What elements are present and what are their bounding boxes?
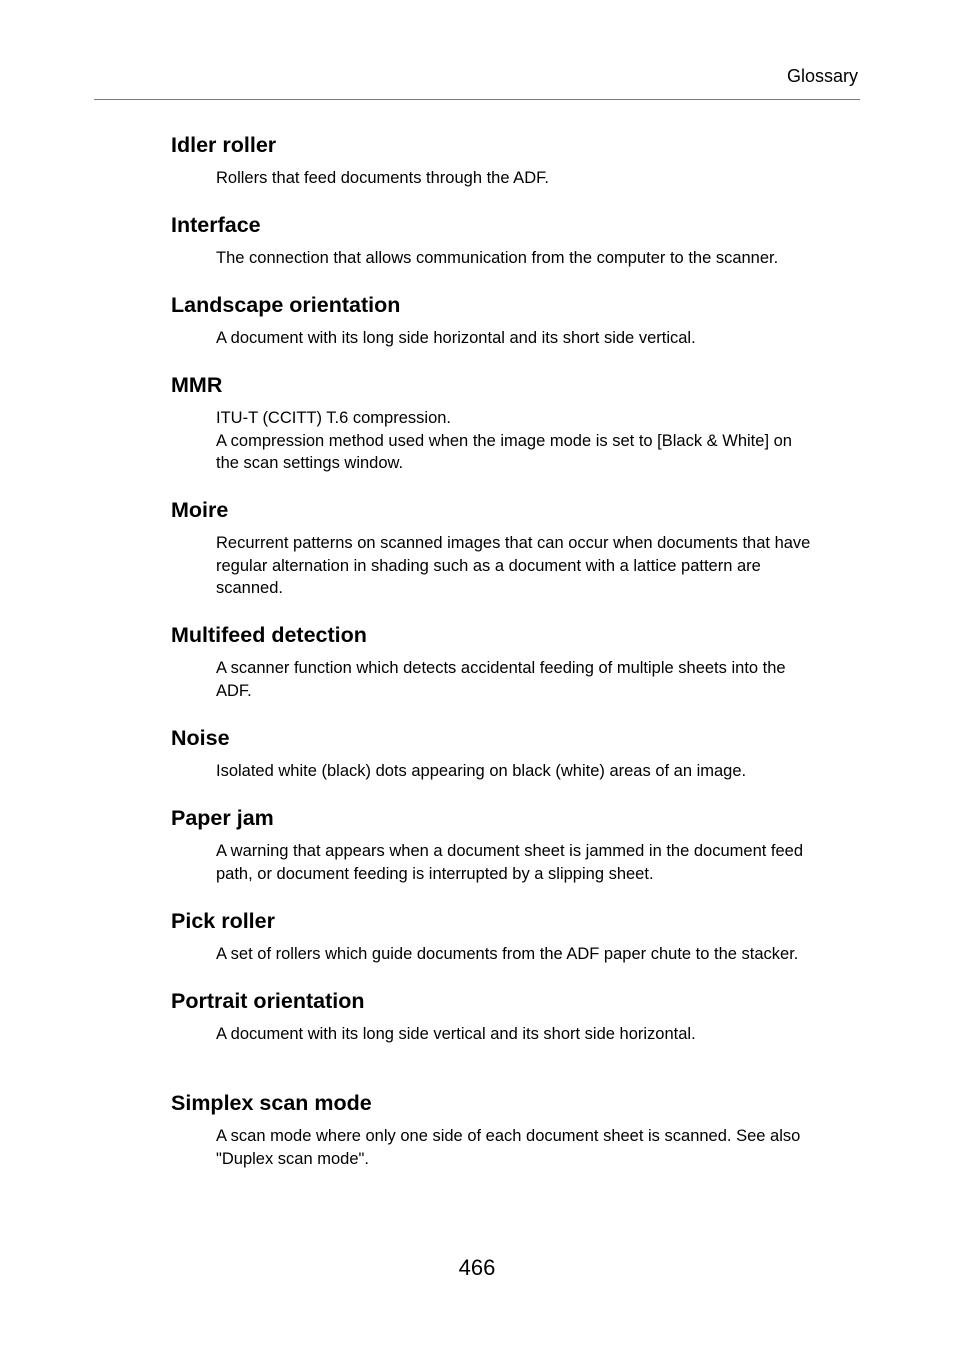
definition-line: A compression method used when the image mode is set to [Black & White] on xyxy=(216,431,792,450)
definition-line: A scan mode where only one side of each document sheet is scanned. See also xyxy=(216,1127,801,1145)
glossary-definition xyxy=(216,840,856,885)
glossary-term: Interface xyxy=(171,213,261,237)
glossary-definition xyxy=(216,407,856,475)
glossary-definition xyxy=(216,327,856,350)
definition-line: Recurrent patterns on scanned images that can occur when documents that have xyxy=(216,534,811,552)
glossary-definition xyxy=(216,760,856,783)
glossary-term: Multifeed detection xyxy=(171,623,367,647)
glossary-definition xyxy=(216,1023,856,1046)
section-title: Glossary xyxy=(786,66,858,86)
glossary-term: MMR xyxy=(171,373,223,397)
glossary-term: Portrait orientation xyxy=(171,989,365,1013)
definition-line: A warning that appears when a document sheet is jammed in the document feed xyxy=(216,842,804,860)
definition-line: Rollers that feed documents through the ADF. xyxy=(216,169,549,187)
glossary-term: Landscape orientation xyxy=(171,293,401,317)
glossary-definition xyxy=(216,167,856,190)
definition-line: scanned. xyxy=(216,579,283,597)
glossary-term: Pick roller xyxy=(171,909,275,933)
definition-line: the scan settings window. xyxy=(216,454,404,472)
definition-line: The connection that allows communication from the computer to the scanner. xyxy=(216,249,779,267)
definition-line: path, or document feeding is interrupted by a slipping sheet. xyxy=(216,864,654,883)
glossary-definition xyxy=(216,943,856,966)
glossary-term: Moire xyxy=(171,498,229,522)
definition-line: ADF. xyxy=(216,681,252,700)
definition-line: ITU-T (CCITT) T.6 compression. xyxy=(216,409,452,427)
glossary-definition xyxy=(216,1125,856,1170)
page-number: 466 xyxy=(458,1255,496,1280)
glossary-term: Simplex scan mode xyxy=(171,1091,372,1115)
definition-line: A set of rollers which guide documents from the ADF paper chute to the stacker. xyxy=(216,945,799,963)
glossary-term: Noise xyxy=(171,726,230,750)
glossary-definition xyxy=(216,532,856,600)
definition-line: Isolated white (black) dots appearing on black (white) areas of an image. xyxy=(216,762,747,780)
definition-line: A document with its long side horizontal and its short side vertical. xyxy=(216,329,696,347)
page-header xyxy=(94,0,860,100)
definition-line: A scanner function which detects accidental feeding of multiple sheets into the xyxy=(216,659,786,677)
glossary-term: Paper jam xyxy=(171,806,274,830)
definition-line: regular alternation in shading such as a document with a lattice pattern are xyxy=(216,556,761,575)
definition-line: "Duplex scan mode". xyxy=(216,1149,369,1168)
definition-line: A document with its long side vertical and its short side horizontal. xyxy=(216,1025,696,1043)
glossary-definition xyxy=(216,657,856,702)
glossary-definition xyxy=(216,247,856,270)
glossary-term: Idler roller xyxy=(171,133,277,157)
